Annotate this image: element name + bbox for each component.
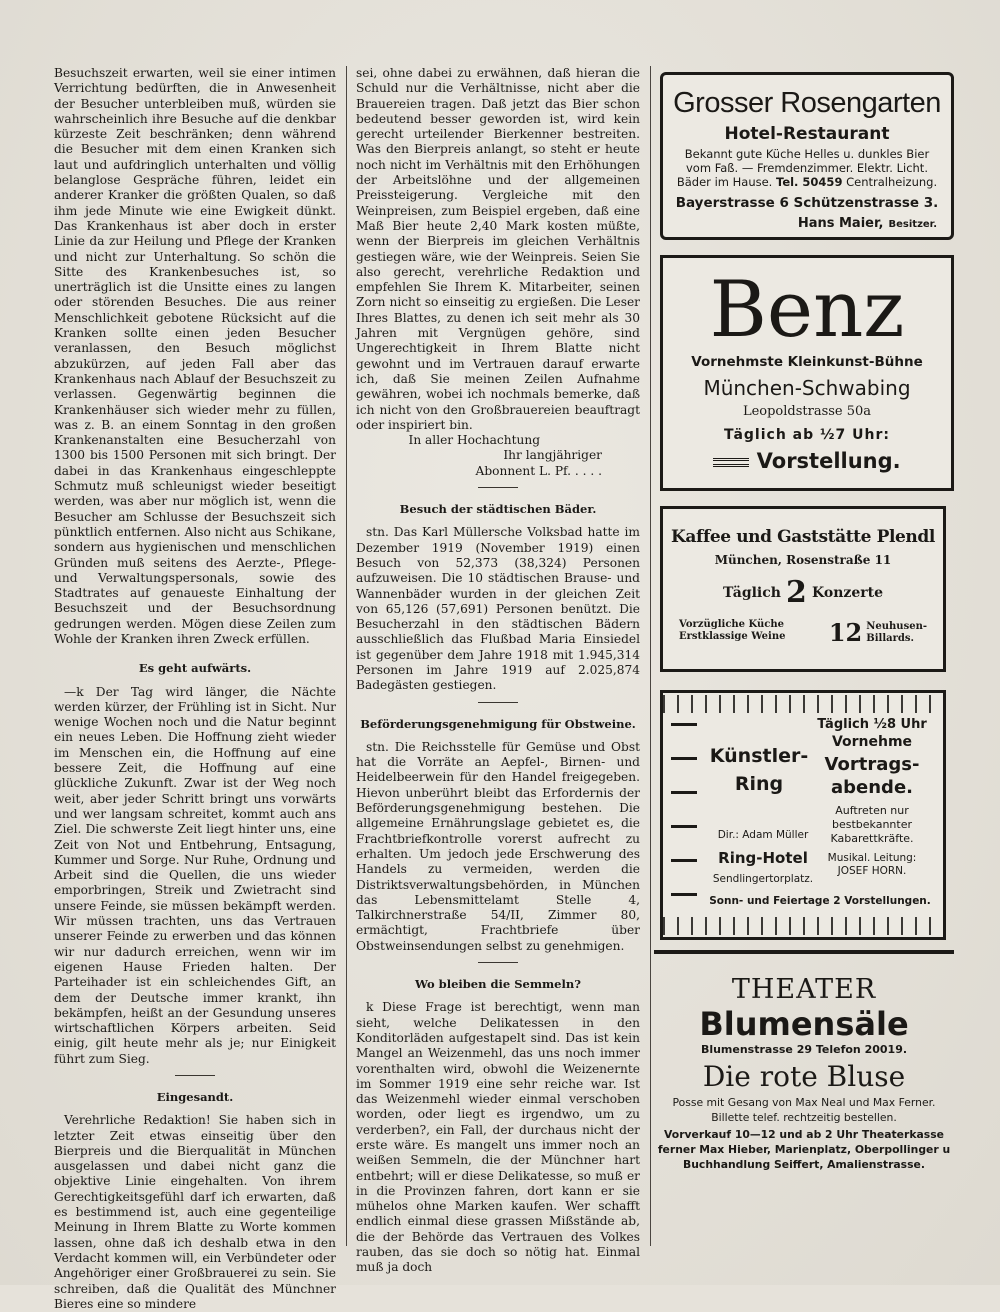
ad-subtitle: Vornehmste Kleinkunst-Bühne <box>691 354 923 370</box>
ad-line: Bekannt gute Küche Helles u. dunkles Bier <box>684 147 930 161</box>
divider <box>478 962 518 963</box>
ad-text: Vornehme <box>831 734 913 750</box>
article-text: —k Der Tag wird länger, die Nächte werden kürzer, der Frühling ist in Sicht. Nur wenige Wochen noch und die Natur beginnt ein neues Leben. Die Hoffnung zieht wieder im Menschen ein, die Hoffnung auf eine bessere Zeit, die Hoffnung auf eine glückliche Zukunft. Zwar ist der Weg noch weit, aber jeder Schritt bringt uns vorwärts und wer langsam schreitet, kommt auch ans Ziel. Die schwerste Zeit liegt hinter uns, eine Zeit von Not und Entbehrung, Entsagung, Kummer und Sorge. Nur Ruhe, Ordnung und Arbeit sind die Quellen, die uns wieder emporbringen, Streik und Zwietracht sind unsere Feinde, sie müssen bekämpft werden. Wir müssen trachten, uns das Vertrauen unserer Feinde zu erwerben und das können wir nur dadurch erreichen, wenn wir im eigenen Hause Frieden halten. Der Parteihader ist ein schleichendes Gift, an dem der Deutsche immer krankt, ihn bekämpfen, heißt an der Gesundung unseres wirtschaftlichen Körpers arbeiten. Seid einig, gilt heute mehr als je; nur Einigkeit führt zum Sieg. <box>54 684 336 1066</box>
ad-subtitle: Hotel-Restaurant <box>724 124 890 144</box>
ad-show-line <box>663 449 951 473</box>
ad-left-lower <box>703 829 823 885</box>
article-heading: Eingesandt. <box>156 1090 234 1104</box>
ad-text: Konzerte <box>812 585 883 601</box>
ad-line <box>663 175 951 189</box>
ad-title: Künstler- <box>709 745 809 767</box>
ad-line: Posse mit Gesang von Max Neal und Max Ferner. <box>672 1096 936 1109</box>
ad-number: 12 <box>828 618 863 647</box>
ad-owner-title: Besitzer. <box>888 219 937 230</box>
ad-title: Grosser Rosengarten <box>673 87 941 119</box>
column-middle <box>356 66 640 1276</box>
ad-text: Ring-Hotel <box>718 849 808 867</box>
ad-city: München-Schwabing <box>703 376 911 400</box>
ad-text: Dir.: Adam Müller <box>717 829 809 841</box>
ad-text: Erstklassige Weine <box>679 631 786 642</box>
ad-kuenstler-ring <box>660 690 946 940</box>
ad-text: Kabarettkräfte. <box>830 832 914 845</box>
signature-line: Abonnent L. Pf. . . . . <box>475 463 602 478</box>
ad-text: Täglich <box>722 585 781 601</box>
divider <box>175 1075 215 1076</box>
ad-plendl <box>660 506 946 672</box>
ad-blumensaele <box>654 950 954 1192</box>
ad-time: Täglich ab ½7 Uhr: <box>724 427 890 443</box>
article-text: sei, ohne dabei zu erwähnen, daß hieran die Schuld nur die Verhältnisse, nicht aber die Brauereien tragen. Daß jetzt das Bier schon bedeutend besser geworden ist, wird kein gerecht urteilender Bierkenner bestreiten. Was den Bierpreis anlangt, so steht er heute noch nicht im Verhältnis mit den Erhöhungen der Arbeitslöhne und der allgemeinen Preissteigerung. Vergleiche mit den Weinpreisen, zum Beispiel ergeben, daß eine Maß Bier heute 2,40 Mark kosten müßte, wenn der Bierpreis im gleichen Verhältnis gestiegen wäre, wie der Weinpreis. Seien Sie also gerecht, verehrliche Redaktion und empfehlen Sie Ihrem K. Mitarbeiter, seinen Zorn nicht so einseitig zu ergießen. Die Leser Ihres Blattes, zu denen ich seit mehr als 30 Jahren mit Vergnügen gehöre, sind Ungerechtigkeit in Ihrem Blatte nicht gewohnt und im Vertrauen darauf erwarte ich, daß Sie meinen Zeilen Aufnahme gewähren, wobei ich nochmals bemerke, daß ich nicht von den Großbrauereien beauftragt oder inspiriert bin. <box>356 66 640 432</box>
ad-text: Vortrags- <box>824 754 920 775</box>
ad-text: Bäder im Hause. <box>676 175 773 189</box>
ad-line: Vorverkauf 10—12 und ab 2 Uhr Theaterkasse <box>664 1128 944 1141</box>
article-text: Besuchszeit erwarten, weil sie einer intimen Verrichtung bedürften, die in Anwesenheit der Besucher unterbleiben muß, würden sie wahrscheinlich ihre Besuche auf die denkbar kürzeste Zeit beschränken; denn während die Besucher mit dem einen Kranken sich laut und aufdringlich unterhalten und völlig belanglose Gespräche führen, leidet ein anderer Kranker die größten Qualen, so daß ihm jede Minute wie eine Ewigkeit dünkt. Das Krankenhaus ist aber doch in erster Linie da zur Heilung und Pflege der Kranken und nicht zur Unterhaltung. So schön die Sitte des Krankenbesuches ist, so unerträglich ist die Unsitte eines zu langen oder störenden Besuches. Die aus reiner Menschlichkeit gebotene Rücksicht auf die Kranken sollte einen jeden Besucher veranlassen, den Besuch möglichst abzukürzen, auf jeden Fall aber das Krankenhaus nach Ablauf der Besuchszeit zu verlassen. Gegenwärtig beginnen die Krankenhäuser sich wieder mehr zu füllen, was z. B. an einem Sonntag in den großen Krankenanstalten eine Besucherzahl von 1300 bis 1500 Personen mit sich bringt. Der dabei in das Krankenhaus eingeschleppte Schmutz muß schleunigst wieder beseitigt werden, was aber nur möglich ist, wenn die Besucher am Schlusse der Besuchszeit sich pünktlich entfernen. Also nicht aus Schikane, sondern aus hygienischen und menschlichen Gründen muß seitens des Aerzte-, Pflege- und Verwaltungspersonals, sowie des Stadtrates auf genaueste Einhaltung der Besuchszeit und der Besuchsordnung gedrungen werden. Mögen diese Zeilen zum Wohle der Kranken ihren Zweck erfüllen. <box>54 66 336 646</box>
ad-play: Die rote Bluse <box>702 1060 906 1093</box>
article-heading: Beförderungsgenehmigung für Obstweine. <box>360 716 636 731</box>
ad-text: Auftreten nur <box>835 804 909 817</box>
ad-show: Vorstellung. <box>756 449 901 473</box>
ad-text: Billards. <box>866 632 914 644</box>
ad-line: Billette telef. rechtzeitig bestellen. <box>711 1111 897 1124</box>
column-left <box>54 66 336 1312</box>
article-heading: Es geht aufwärts. <box>138 661 252 676</box>
ad-time: Täglich ½8 Uhr <box>817 717 927 732</box>
ad-text: JOSEF HORN. <box>837 865 907 877</box>
column-divider <box>346 66 347 1246</box>
article-text: stn. Das Karl Müllersche Volksbad hatte im Dezember 1919 (November 1919) einen Besuch von 52,373 (38,324) Personen aufzuweisen. Die 10 städtischen Brause- und Wannenbäder wurden in der gleichen Zeit von 65,126 (57,691) Personen benützt. Die Besucherzahl in den städtischen Bädern ausschließlich das Flußbad Maria Einsiedel ist gegenüber dem Jahre 1918 mit 1.945,314 Personen im Jahre 1919 auf 2.025,874 Badegästen gestiegen. <box>356 525 640 693</box>
ad-benz <box>660 255 954 491</box>
ad-left-block <box>679 619 785 643</box>
ad-line: vom Faß. — Fremdenzimmer. Elektr. Licht. <box>686 161 928 175</box>
ad-theater: THEATER <box>731 974 877 1005</box>
ad-owner-line <box>663 212 951 231</box>
ad-text: abende. <box>831 777 913 798</box>
ad-address: Bayerstrasse 6 Schützenstrasse 3. <box>675 195 939 211</box>
column-divider <box>650 66 651 1246</box>
ad-sunday: Sonn- und Feiertage 2 Vorstellungen. <box>709 895 931 907</box>
ad-address: Blumenstrasse 29 Telefon 20019. <box>700 1043 908 1056</box>
ad-rosengarten <box>660 72 954 240</box>
ornament-top <box>663 695 943 713</box>
article-heading: Wo bleiben die Semmeln? <box>415 977 581 992</box>
divider <box>478 702 518 703</box>
ad-text: Neuhusen- <box>866 620 927 632</box>
ad-text: Musikal. Leitung: <box>827 852 917 864</box>
divider <box>478 487 518 488</box>
signature-line: In aller Hochachtung <box>408 433 540 448</box>
ad-title: Benz <box>709 265 905 355</box>
ad-title: Kaffee und Gaststätte Plendl <box>671 527 935 547</box>
ad-text: Centralheizung. <box>846 175 938 189</box>
ad-right-block <box>829 618 927 647</box>
ad-title: Ring <box>734 773 784 795</box>
article-heading: Besuch der städtischen Bäder. <box>399 502 597 517</box>
ad-owner: Hans Maier, <box>797 216 884 231</box>
ornament-bottom <box>663 917 943 935</box>
ad-phone: Tel. 50459 <box>776 175 843 189</box>
ad-text: Sendlingertorplatz. <box>712 873 814 885</box>
ad-title: Blumensäle <box>699 1005 909 1043</box>
ad-line: Buchhandlung Seiffert, Amalienstrasse. <box>683 1158 925 1171</box>
double-rule <box>713 458 749 467</box>
ad-line: ferner Max Hieber, Marienplatz, Oberpollinger u <box>657 1143 951 1156</box>
ad-daily-line <box>663 575 943 610</box>
ad-address: München, Rosenstraße 11 <box>714 553 892 567</box>
ad-number: 2 <box>786 575 807 610</box>
ad-right <box>809 717 935 878</box>
ad-text: Vorzügliche Küche <box>679 619 784 630</box>
article-text: Verehrliche Redaktion! Sie haben sich in letzter Zeit etwas einseitig über den Bierpreis und die Bierqualität in München ausgelassen und dabei nicht ganz die objektive Linie eingehalten. Von ihrem Gerechtigkeitsgefühl darf ich erwarten, daß es bestimmend ist, auch eine gegenteilige Meinung in Ihrem Blatte zu Worte kommen lassen, ohne daß ich deshalb etwa in den Verdacht kommen will, ein Verbündeter oder Angehöriger einer Großbrauerei zu sein. Sie schreiben, daß die Qualität des Münchner Bieres eine so mindere <box>54 1113 336 1311</box>
ad-text: bestbekannter <box>831 818 912 831</box>
signature-line: Ihr langjähriger <box>503 448 602 463</box>
article-text: k Diese Frage ist berechtigt, wenn man sieht, welche Delikatessen in den Konditorläden aufgestapelt sind. Das ist kein Mangel an Weizenmehl, das uns noch immer vorenthalten wird, obwohl die Weizenernte im Sommer 1919 eine sehr reiche war. Ist das Weizenmehl wieder einmal verschoben worden, oder liegt es irgendwo, um zu verderben?, ein Fall, der durchaus nicht der erste wäre. Es mangelt uns immer noch an weißen Semmeln, die der Münchner hart entbehrt; will er diese Delikatesse, so muß er in die Provinzen fahren, dort kann er sie mühelos ohne Marken kaufen. Wer schafft endlich einmal diese grassen Mißstände ab, die der Behörde das Vertrauen des Volkes rauben, das sie doch so nötig hat. Einmal muß ja doch <box>356 1000 640 1275</box>
ornament-side <box>671 723 697 907</box>
article-text: stn. Die Reichsstelle für Gemüse und Obst hat die Vorräte an Aepfel-, Birnen- und Heidelbeerwein für den Handel freigegeben. Hievon unberührt bleibt das Erfordernis der Beförderungsgenehmigung bestehen. Die allgemeine Ernährungslage gebietet es, die Frachtbriefkontrolle vorerst aufrecht zu erhalten. Um jedoch jede Erschwerung des Handels zu vermeiden, werden die Distriktsverwaltungsbehörden, in München das Lebensmittelamt Stelle 4, Talkirchnerstraße 54/II, Zimmer 80, ermächtigt, Frachtbriefe über Obstweinsendungen selbst zu genehmigen. <box>356 739 640 953</box>
ad-street: Leopoldstrasse 50a <box>742 404 872 419</box>
ad-left <box>703 745 815 795</box>
